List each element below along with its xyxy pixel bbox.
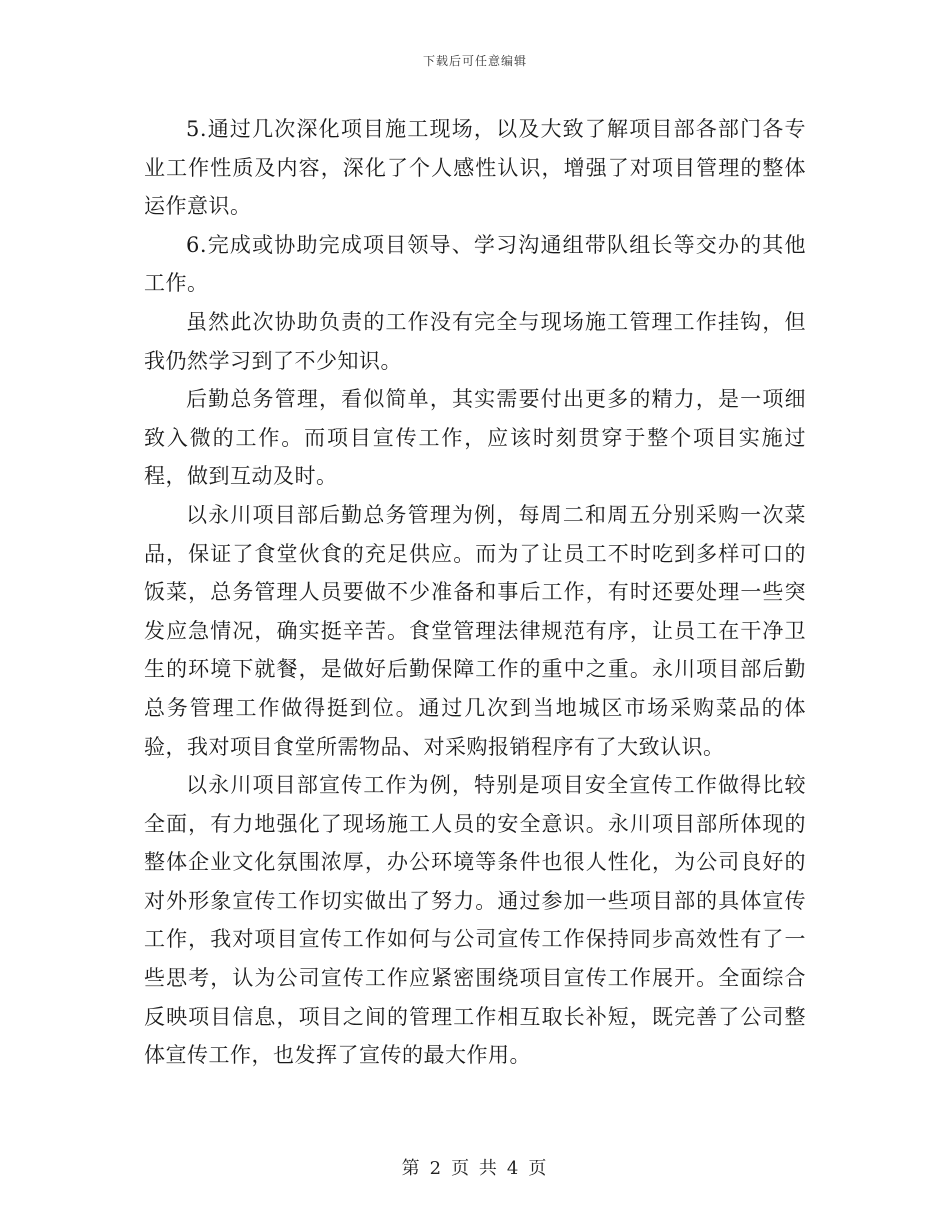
paragraph-4: 后勤总务管理，看似简单，其实需要付出更多的精力，是一项细致入微的工作。而项目宣传工作，应该时刻贯穿于整个项目实施过程，做到互动及时。 <box>144 387 806 489</box>
footer-prefix: 第 <box>401 1158 422 1179</box>
page-header: 下载后可任意编辑 <box>422 54 527 68</box>
page-footer <box>0 1154 950 1180</box>
paragraph-3: 虽然此次协助负责的工作没有完全与现场施工管理工作挂钩，但我仍然学习到了不少知识。 <box>144 309 806 373</box>
paragraph-5: 以永川项目部后勤总务管理为例，每周二和周五分别采购一次菜品，保证了食堂伙食的充足供应。而为了让员工不时吃到多样可口的饭菜，总务管理人员要做不少准备和事后工作，有时还要处理一些突发应急情况，确实挺辛苦。食堂管理法律规范有序，让员工在干净卫生的环境下就餐，是做好后勤保障工作的重中之重。永川项目部后勤总务管理工作做得挺到位。通过几次到当地城区市场采购菜品的体验，我对项目食堂所需物品、对采购报销程序有了大致认识。 <box>144 502 806 759</box>
paragraph-6: 以永川项目部宣传工作为例，特别是项目安全宣传工作做得比较全面，有力地强化了现场施工人员的安全意识。永川项目部所体现的整体企业文化氛围浓厚，办公环境等条件也很人性化，为公司良好的对外形象宣传工作切实做出了努力。通过参加一些项目部的具体宣传工作，我对项目宣传工作如何与公司宣传工作保持同步高效性有了一些思考，认为公司宣传工作应紧密围绕项目宣传工作展开。全面综合反映项目信息，项目之间的管理工作相互取长补短，既完善了公司整体宣传工作，也发挥了宣传的最大作用。 <box>144 773 806 1068</box>
paragraph-2: 6.完成或协助完成项目领导、学习沟通组带队组长等交办的其他工作。 <box>144 232 806 296</box>
footer-current-page: 2 <box>429 1158 444 1179</box>
paragraph-1: 5.通过几次深化项目施工现场，以及大致了解项目部各部门各专业工作性质及内容，深化了个人感性认识，增强了对项目管理的整体运作意识。 <box>144 117 806 219</box>
footer-middle: 页 共 <box>451 1158 499 1179</box>
footer-suffix: 页 <box>528 1158 549 1179</box>
footer-total-pages: 4 <box>506 1158 521 1179</box>
document-body <box>144 110 806 1075</box>
